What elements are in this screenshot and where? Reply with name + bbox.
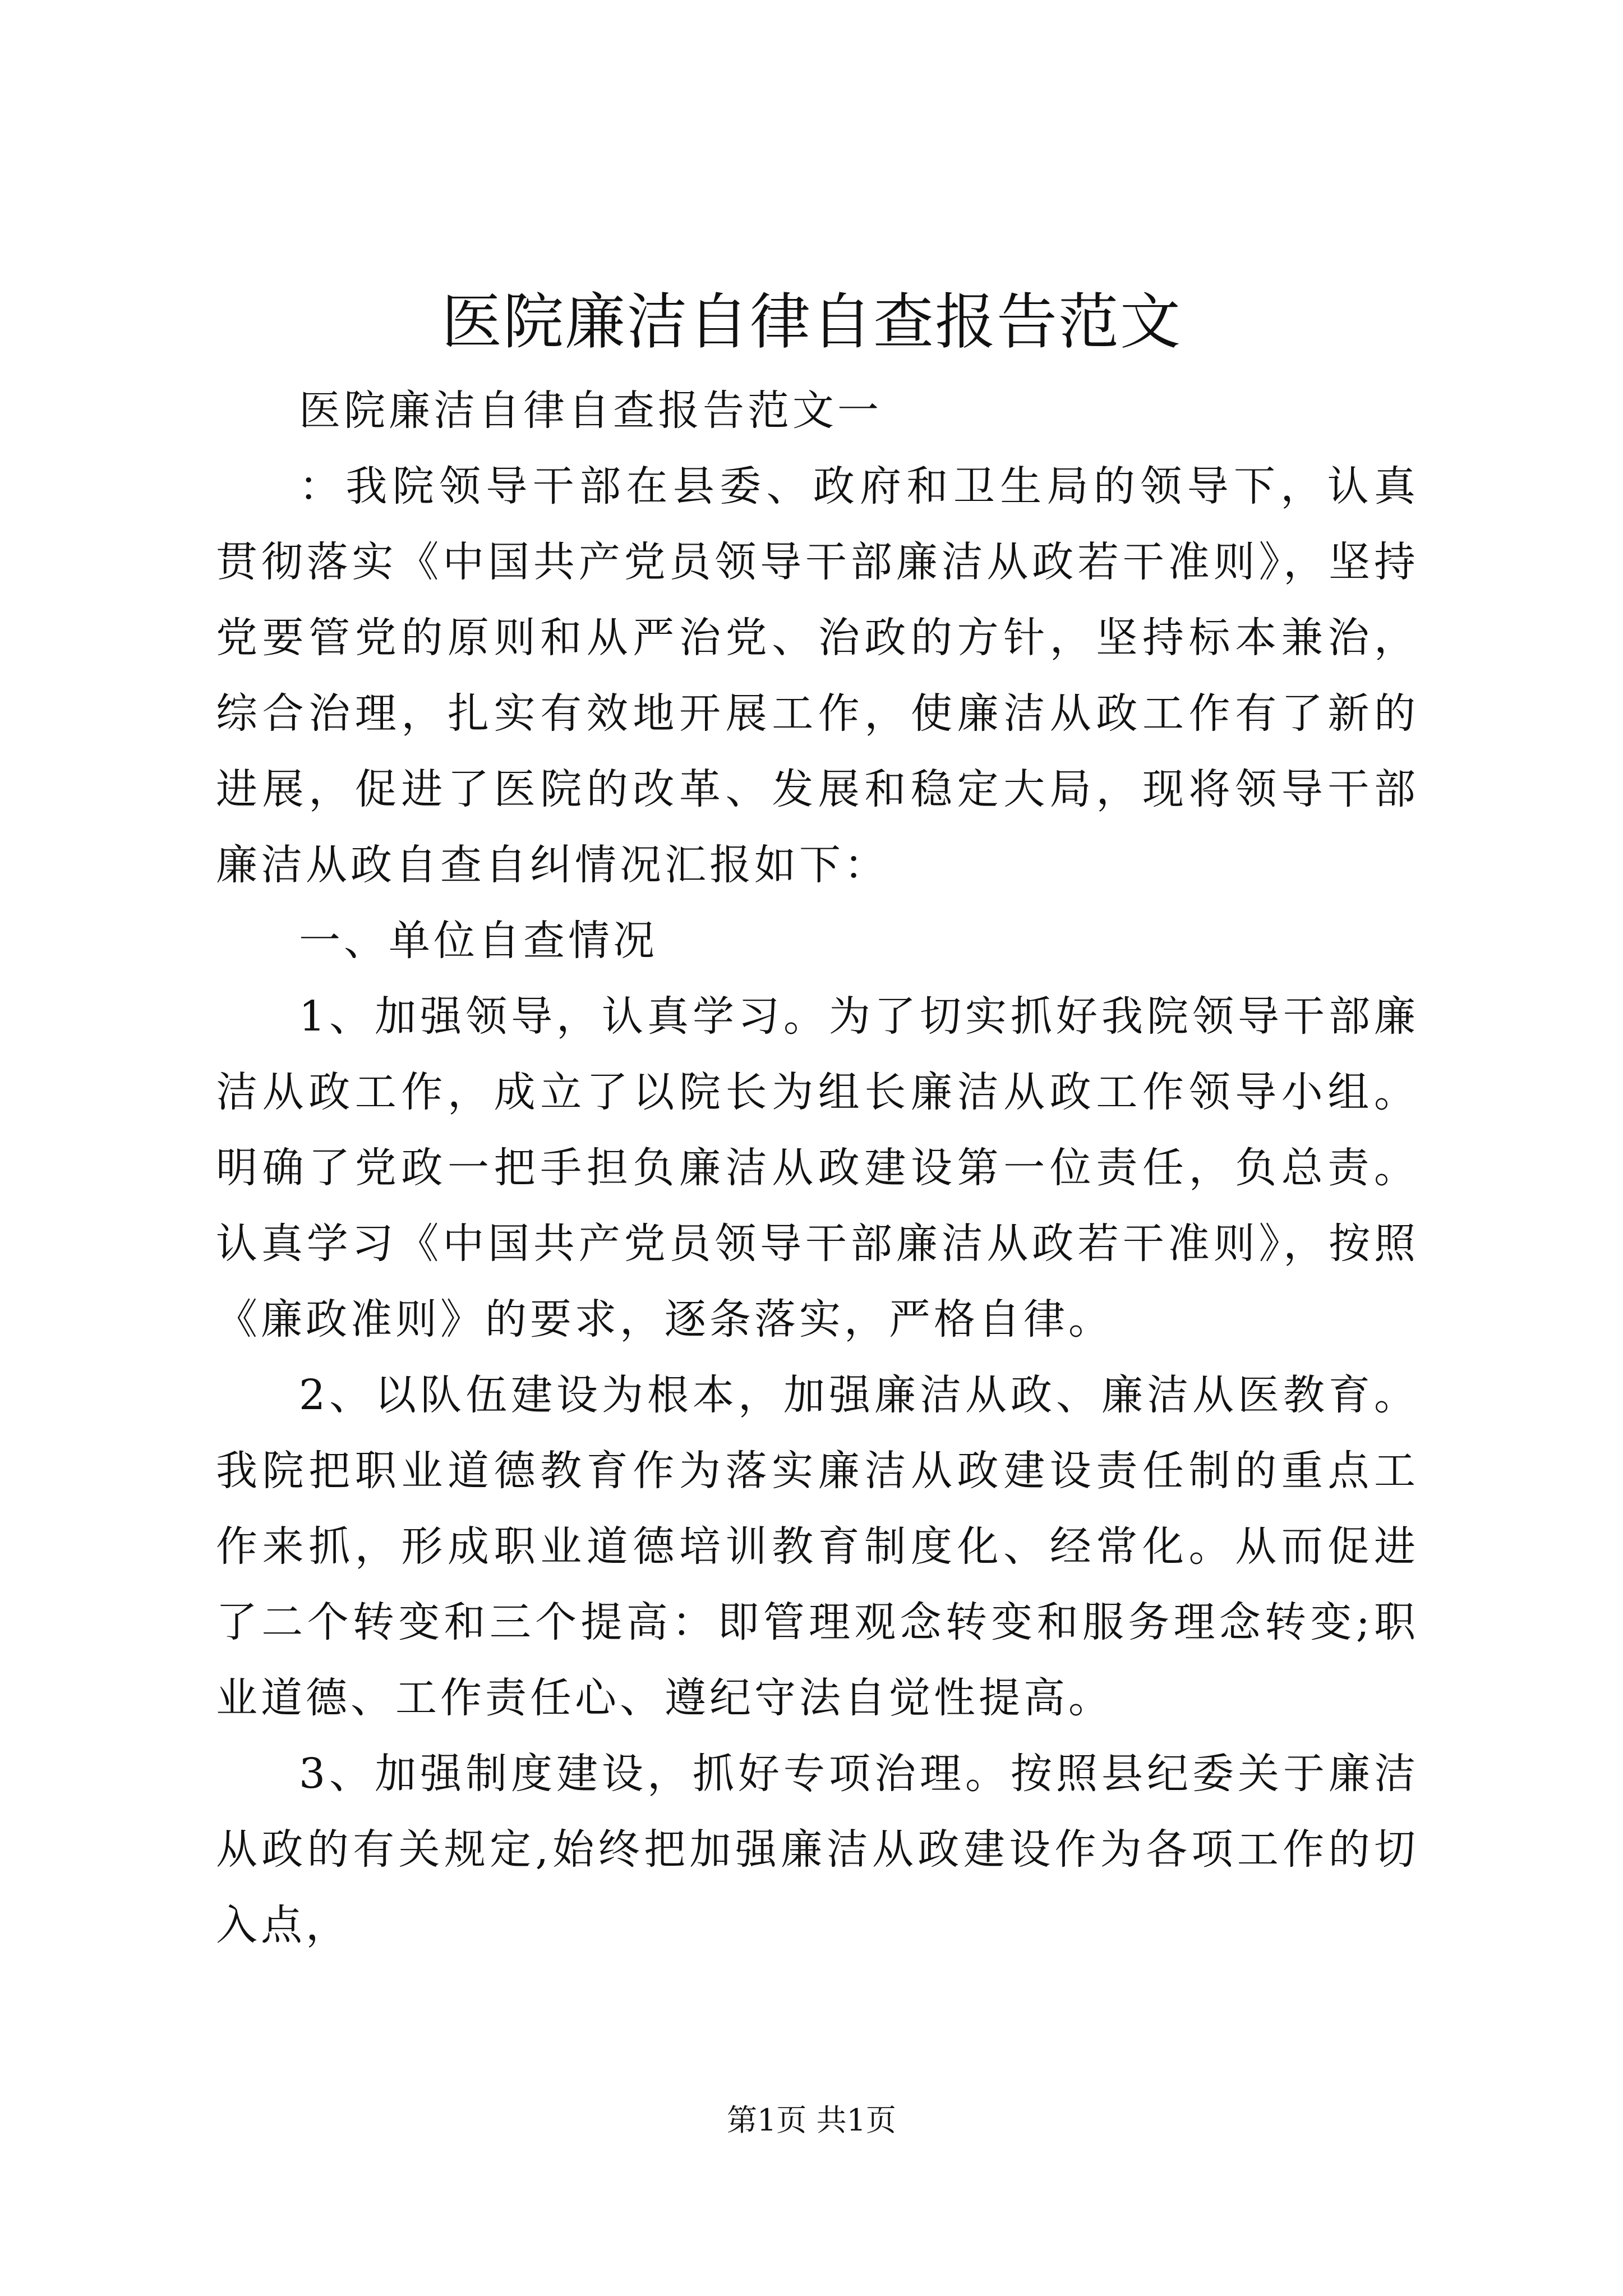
section-heading: 医院廉洁自律自查报告范文一 [299,386,882,435]
paragraph-item-1: 1、加强领导，认真学习。为了切实抓好我院领导干部廉洁从政工作，成立了以院长为组长廉洁从政工作领导小组。明确了党政一把手担负廉洁从政建设第一位责任，负总责。认真学习《中国共产党员领导干部廉洁从政若干准则》，按照《廉政准则》的要求，逐条落实，严格自律。 [216,992,1419,1343]
document-body [216,373,1419,1963]
page-footer: 第1页 共1页 [727,2102,896,2138]
paragraph-item-3: 3、加强制度建设，抓好专项治理。按照县纪委关于廉洁从政的有关规定,始终把加强廉洁从政建设作为各项工作的切入点， [216,1750,1419,1949]
document-title: 医院廉洁自律自查报告范文 [441,287,1182,357]
paragraph-intro: ：我院领导干部在县委、政府和卫生局的领导下，认真贯彻落实《中国共产党员领导干部廉洁从政若干准则》，坚持党要管党的原则和从严治党、治政的方针，坚持标本兼治，综合治理，扎实有效地开展工作，使廉洁从政工作有了新的进展，促进了医院的改革、发展和稳定大局，现将领导干部廉洁从政自查自纠情况汇报如下： [216,462,1419,889]
paragraph-item-2: 2、以队伍建设为根本，加强廉洁从政、廉洁从医教育。我院把职业道德教育作为落实廉洁从政建设责任制的重点工作来抓，形成职业道德培训教育制度化、经常化。从而促进了二个转变和三个提高：即管理观念转变和服务理念转变;职业道德、工作责任心、遵纪守法自觉性提高。 [216,1371,1419,1722]
section-heading: 一、单位自查情况 [299,917,658,965]
